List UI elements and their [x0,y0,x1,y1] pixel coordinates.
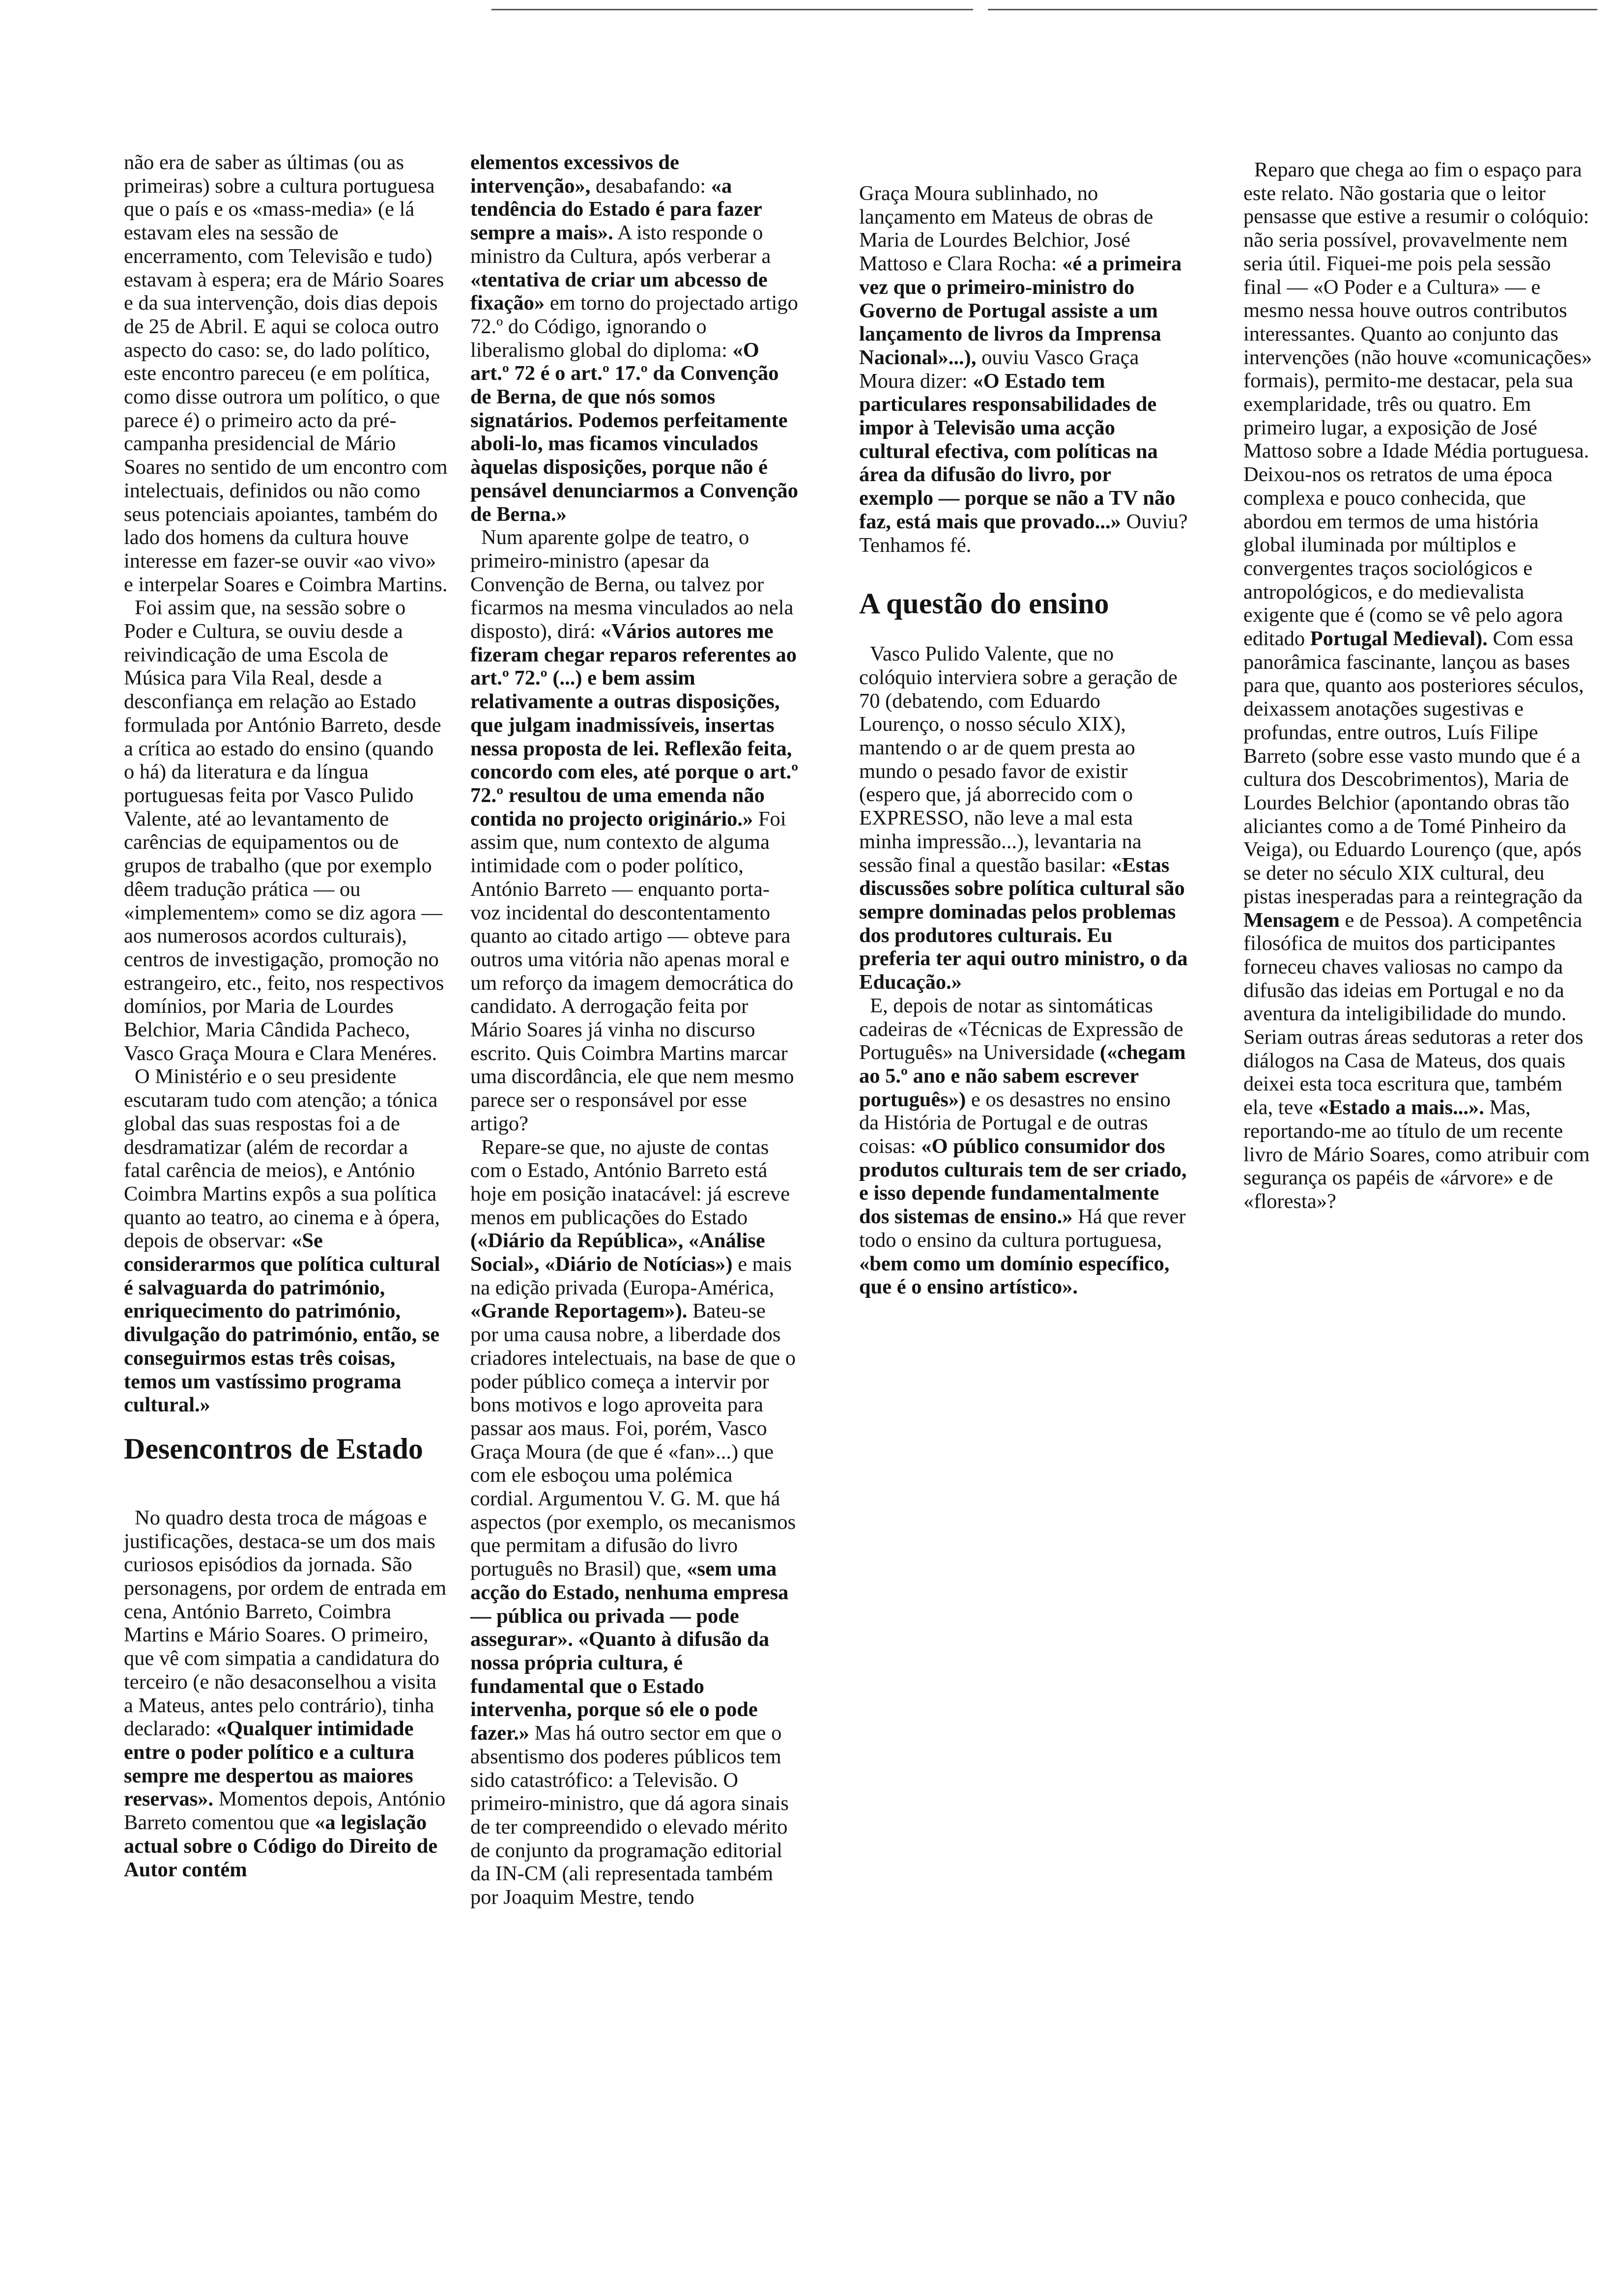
quote: «Se considerarmos que política cultural é salvaguarda do património, enriquecimento do património, divulgação do património, então, se conseguirmos estas três coisas, temos um vastíssimo programa cultural.» [124,1229,440,1417]
quote: («Diário da República», «Análise Social», «Diário de Notícias») [470,1229,765,1276]
paragraph: O Ministério e o seu presidente escutaram tudo com atenção; a tónica global das suas respostas foi a de desdramatizar (além de recordar a fatal carência de meios), e António Coimbra Martins expôs a sua política quanto ao teatro, ao cinema e à ópera, depois de observar: «Se considerarmos que política cultural é salvaguarda do património, enriquecimento do património, divulgação do património, então, se conseguirmos estas três coisas, temos um vastíssimo programa cultural.» [124,1065,440,1417]
quote: «O Estado tem particulares responsabilidades de impor à Televisão uma acção cultural efectiva, com políticas na área da difusão do livro, por exemplo — porque se não a TV não faz, está mais que provado...» [859,369,1176,533]
quote: elementos excessivos de intervenção», [470,151,679,198]
article-column-2 [470,151,799,1909]
paragraph: Num aparente golpe de teatro, o primeiro-ministro (apesar da Convenção de Berna, ou talvez por ficarmos na mesma vinculados ao nela disposto), dirá: «Vários autores me fizeram chegar reparos referentes ao art.º 72.º (...) e bem assim relativamente a outras disposições, que julgam inadmissíveis, insertas nessa proposta de lei. Reflexão feita, concordo com eles, até porque o art.º 72.º resultou de uma emenda não contida no projecto originário.» Foi assim que, num contexto de alguma intimidade com o poder político, António Barreto — enquanto porta-voz incidental do descontentamento quanto ao citado artigo — obteve para outros uma vitória não apenas moral e um reforço da imagem democrática do candidato. A derrogação feita por Mário Soares já vinha no discurso escrito. Quis Coimbra Martins marcar uma discordância, ele que nem mesmo parece ser o responsável por esse artigo? [470,526,799,1135]
paragraph: E, depois de notar as sintomáticas cadeiras de «Técnicas de Expressão de Português» na Universidade («chegam ao 5.º ano e não sabem escrever português») e os desastres no ensino da História de Portugal e de outras coisas: «O público consumidor dos produtos culturais tem de ser criado, e isso depende fundamentalmente dos sistemas de ensino.» Há que rever todo o ensino da cultura portuguesa, «bem como um domínio específico, que é o ensino artístico». [859,994,1187,1299]
quote: «a tendência do Estado é para fazer sempre a mais». [470,174,762,245]
quote: «O art.º 72 é o art.º 17.º da Convenção de Berna, de que nós somos signatários. Podemos perfeitamente aboli-lo, mas ficamos vinculados àquelas disposições, porque não é pensável denunciarmos a Convenção de Berna.» [470,338,799,526]
section-heading: Desencontros de Estado [124,1432,423,1465]
quote: «tentativa de criar um abcesso de fixação» [470,268,768,315]
paragraph: elementos excessivos de intervenção», desabafando: «a tendência do Estado é para fazer sempre a mais». A isto responde o ministro da Cultura, após verberar a «tentativa de criar um abcesso de fixação» em torno do projectado artigo 72.º do Código, ignorando o liberalismo global do diploma: «O art.º 72 é o art.º 17.º da Convenção de Berna, de que nós somos signatários. Podemos perfeitamente aboli-lo, mas ficamos vinculados àquelas disposições, porque não é pensável denunciarmos a Convenção de Berna.» [470,151,799,526]
paragraph: Repare-se que, no ajuste de contas com o Estado, António Barreto está hoje em posição inatacável: já escreve menos em publicações do Estado («Diário da República», «Análise Social», «Diário de Notícias») e mais na edição privada (Europa-América, «Grande Reportagem»). Bateu-se por uma causa nobre, a liberdade dos criadores intelectuais, na base de que o poder público começa a intervir por bons motivos e logo aproveita para passar aos maus. Foi, porém, Vasco Graça Moura (de que é «fan»...) que com ele esboçou uma polémica cordial. Argumentou V. G. M. que há aspectos (por exemplo, os mecanismos que permitam a difusão do livro português no Brasil) que, «sem uma acção do Estado, nenhuma empresa — pública ou privada — pode assegurar». «Quanto à difusão da nossa própria cultura, é fundamental que o Estado intervenha, porque só ele o pode fazer.» Mas há outro sector em que o absentismo dos poderes públicos tem sido catastrófico: a Televisão. O primeiro-ministro, que dá agora sinais de ter compreendido o elevado mérito de conjunto da programação editorial da IN-CM (ali representada também por Joaquim Mestre, tendo [470,1135,796,1909]
paragraph: No quadro desta troca de mágoas e justificações, destaca-se um dos mais curiosos episódios da jornada. São personagens, por ordem de entrada em cena, António Barreto, Coimbra Martins e Mário Soares. O primeiro, que vê com simpatia a candidatura do terceiro (e não desaconselhou a visita a Mateus, antes pelo contrário), tinha declarado: «Qualquer intimidade entre o poder político e a cultura sempre me despertou as maiores reservas». Momentos depois, António Barreto comentou que «a legislação actual sobre o Código do Direito de Autor contém [124,1506,447,1881]
quote: «Vários autores me fizeram chegar reparos referentes ao art.º 72.º (...) e bem assim relativamente a outras disposições, que julgam inadmissíveis, insertas nessa proposta de lei. Reflexão feita, concordo com eles, até porque o art.º 72.º resultou de uma emenda não contida no projecto originário.» [470,620,799,831]
paragraph: Graça Moura sublinhado, no lançamento em Mateus de obras de Maria de Lourdes Belchior, José Mattoso e Clara Rocha: «é a primeira vez que o primeiro-ministro do Governo de Portugal assiste a um lançamento de livros da Imprensa Nacional»...), ouviu Vasco Graça Moura dizer: «O Estado tem particulares responsabilidades de impor à Televisão uma acção cultural efectiva, com políticas na área da difusão do livro, por exemplo — porque se não a TV não faz, está mais que provado...» Ouviu? Tenhamos fé. [859,182,1188,557]
book-title: Mensagem [1243,908,1340,932]
paragraph: Reparo que chega ao fim o espaço para este relato. Não gostaria que o leitor pensasse que estive a resumir o colóquio: não seria possível, provavelmente nem seria útil. Fiquei-me pois pela sessão final — «O Poder e a Cultura» — e mesmo nessa houve outros contributos interessantes. Quanto ao conjunto das intervenções (não houve «comunicações» formais), permito-me destacar, pela sua exemplaridade, três ou quatro. Em primeiro lugar, a exposição de José Mattoso sobre a Idade Média portuguesa. Deixou-nos os retratos de uma época complexa e pouco conhecida, que abordou em termos de uma história global iluminada por múltiplos e convergentes traços sociológicos e antropológicos, e do medievalista exigente que é (como se vê pelo agora editado Portugal Medieval). Com essa panorâmica fascinante, lançou as bases para que, quanto aos posteriores séculos, deixassem anotações sugestivas e profundas, entre outros, Luís Filipe Barreto (sobre esse vasto mundo que é a cultura dos Descobrimentos), Maria de Lourdes Belchior (apontando obras tão aliciantes como a de Tomé Pinheiro da Veiga), ou Eduardo Lourenço (que, após se deter no século XIX cultural, deu pistas inesperadas para a reintegração da Mensagem e de Pessoa). A competência filosófica de muitos dos participantes forneceu chaves valiosas no campo da difusão das ideias em Portugal e no da aventura da inteligibilidade do mundo. Seriam outras áreas sedutoras a reter dos diálogos na Casa de Mateus, dos quais deixei esta toca escritura que, também ela, teve «Estado a mais...». Mas, reportando-me ao título de um recente livro de Mário Soares, como atribuir com segurança os papéis de «árvore» e de «floresta»? [1243,158,1592,1213]
paragraph: Foi assim que, na sessão sobre o Poder e Cultura, se ouviu desde a reivindicação de uma Escola de Música para Vila Real, desde a desconfiança em relação ao Estado formulada por António Barreto, desde a crítica ao estado do ensino (quando o há) da literatura e da língua portuguesas feita por Vasco Pulido Valente, até ao levantamento de carências de equipamentos ou de grupos de trabalho (que por exemplo dêem tradução prática — ou «implementem» como se diz agora — aos numerosos acordos culturais), centros de investigação, promoção no estrangeiro, etc., feito, nos respectivos domínios, por Maria de Lourdes Belchior, Maria Cândida Pacheco, Vasco Graça Moura e Clara Menéres. [124,596,444,1065]
quote: «Grande Reportagem»). [470,1299,688,1323]
article-column-3 [859,182,1188,1299]
paragraph: não era de saber as últimas (ou as primeiras) sobre a cultura portuguesa que o país e os «mass-media» (e lá estavam eles na sessão de encerramento, com Televisão e tudo) estavam à espera; era de Mário Soares e da sua intervenção, dois dias depois de 25 de Abril. E aqui se coloca outro aspecto do caso: se, do lado político, este encontro pareceu (e em política, como disse outrora um político, o que parece é) o primeiro acto da pré-campanha presidencial de Mário Soares no sentido de um encontro com intelectuais, definidos ou não como seus potenciais apoiantes, também do lado dos homens da cultura houve interesse em fazer-se ouvir «ao vivo» e interpelar Soares e Coimbra Martins. [124,151,448,596]
header-rule-left [491,9,973,10]
quote: «é a primeira vez que o primeiro-ministro do Governo de Portugal assiste a um lançamento de livros da Imprensa Nacional»...), [859,252,1182,369]
quote: «a legislação actual sobre o Código do Direito de Autor contém [124,1811,438,1881]
quote: «O público consumidor dos produtos culturais tem de ser criado, e isso depende fundamentalmente dos sistemas de ensino.» [859,1135,1187,1229]
quote: «Estas discussões sobre política cultural são sempre dominadas pelos problemas dos produtores culturais. Eu preferia ter aqui outro ministro, o da Educação.» [859,853,1188,994]
paragraph: Vasco Pulido Valente, que no colóquio interviera sobre a geração de 70 (debatendo, com Eduardo Lourenço, o nosso século XIX), mantendo o ar de quem presta ao mundo o pesado favor de existir (espero que, já aborrecido com o EXPRESSO, não leve a mal esta minha impressão...), levantaria na sessão final a questão basilar: «Estas discussões sobre política cultural são sempre dominadas pelos problemas dos produtores culturais. Eu preferia ter aqui outro ministro, o da Educação.» [859,642,1188,994]
article-column-1 [124,151,448,1881]
quote: («chegam ao 5.º ano e não sabem escrever português») [859,1041,1186,1111]
header-rule-right [988,9,1597,10]
section-heading: A questão do ensino [859,587,1109,620]
quote: «sem uma acção do Estado, nenhuma empresa — pública ou privada — pode assegurar». «Quanto à difusão da nossa própria cultura, é fundamental que o Estado intervenha, porque só ele o pode fazer.» [470,1557,789,1745]
quote: «Qualquer intimidade entre o poder político e a cultura sempre me despertou as maiores reservas». [124,1717,414,1811]
book-title: Portugal Medieval). [1310,627,1488,651]
quote: «bem como um domínio específico, que é o ensino artístico». [859,1252,1170,1299]
article-column-4 [1243,158,1592,1213]
quote: «Estado a mais...». [1318,1096,1484,1119]
